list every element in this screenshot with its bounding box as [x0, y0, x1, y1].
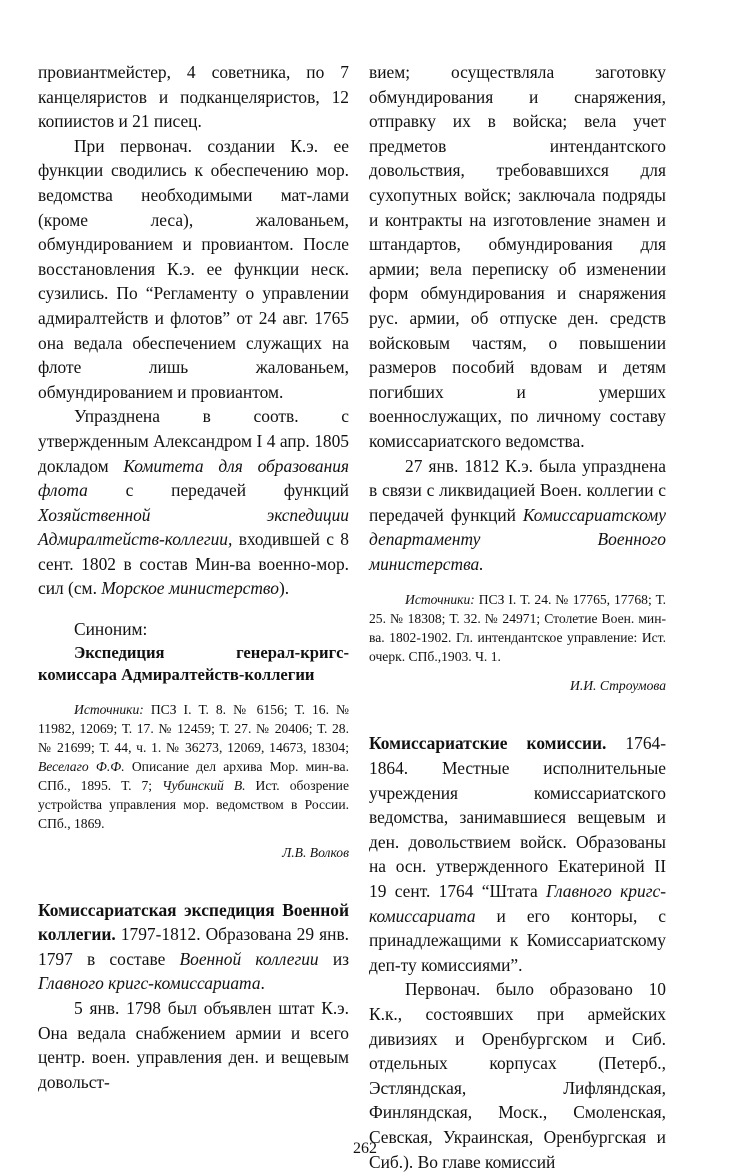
author-volkov: Л.В. Волков	[282, 844, 349, 860]
left-column	[38, 60, 349, 1094]
paragraph-initial-commissions: Первонач. было образовано 10 К.к., состоявших при армейских дивизиях и Оренбургском и Сиб. отдельных корпусах (Петерб., Эстляндская, Лифляндская, Финляндская, Моск., Смоленская, Севская, Украинская, Оренбургская и Сиб.). Во главе комиссий	[369, 979, 666, 1172]
synonym-label: Синоним:	[74, 619, 148, 640]
page-number: 262	[353, 1140, 377, 1157]
paragraph-abolition: Упразднена в соотв. с утвержденным Александром I 4 апр. 1805 докладом Комитета для образования флота с передачей функций Хозяйственной экспедиции Адмиралтейств-коллегии, входившей с 8 сент. 1802 в состав Мин-ва военно-мор. сил (см. Морское министерство).	[38, 406, 349, 599]
entry-title: Комиссариатская экспедиция Военной коллегии.	[38, 899, 349, 945]
paragraph-staff: провиантмейстер, 4 советника, по 7 канцеляристов и подканцеляристов, 12 копиистов и 21 писец.	[38, 62, 349, 132]
link-chief-commissariat: Главного кригс-комиссариата	[38, 973, 261, 994]
entry-title: Комиссариатские комиссии.	[369, 733, 607, 754]
paragraph-duties: вием; осуществляла заготовку обмундирования и снаряжения, отправку их в войска; вела учет предметов интендантского довольствия, требовавшихся для сухопутных войск; заключала подряды и контракты на изготовление знамен и штандартов, обмундирования для армии; вела переписку об изменении форм обмундирования и снаряжения рус. армии, об отпуске ден. средств войсковым частям, о повышении размеров пособий вдовам и детям погибших и умерших военнослужащих, по личному составу комиссариатского ведомства.	[369, 62, 666, 451]
synonym-term: Экспедиция генерал-кригс-комиссара Адмиралтейств-коллегии	[38, 642, 349, 684]
link-chief-commissariat: Главного кригс-комиссариата	[369, 881, 666, 926]
sources-right: Источники: ПСЗ I. Т. 24. № 17765, 17768; Т. 25. № 18308; Т. 32. № 24971; Столетие Воен. мин-ва. 1802-1902. Гл. интендантское управление: Ист. очерк. СПб.,1903. Ч. 1.	[369, 592, 666, 665]
sources-left: Источники: ПСЗ I. Т. 8. № 6156; Т. 16. № 11982, 12069; Т. 17. № 12459; Т. 27. № 20406; Т. 28. № 21699; Т. 44, ч. 1. № 36273, 12069, 14673, 18304; Веселаго Ф.Ф. Описание дел архива Мор. мин-ва. СПб., 1895. Т. 7; Чубинский В. Ист. обозрение устройства управления мор. ведомством в России. СПб., 1869.	[38, 701, 349, 831]
right-column	[369, 60, 666, 1174]
link-military-collegium: Военной коллегии	[179, 948, 319, 969]
link-economic-expedition: Хозяйственной экспедиции Адмиралтейств-коллегии,	[38, 504, 349, 550]
paragraph-abolition-1812: 27 янв. 1812 К.э. была упразднена в связи с ликвидацией Воен. коллегии с передачей функций Комиссариатскому департаменту Военного министерства.	[369, 455, 666, 574]
paragraph-functions: При первонач. создании К.э. ее функции сводились к обеспечению мор. ведомства необходимыми мат-лами (кроме леса), жалованьем, обмундированием и провиантом. После восстановления К.э. ее функции неск. сузились. По “Регламенту о управлении адмиралтейств и флотов” от 24 авг. 1765 она ведала обеспечением служащих на флоте лишь жалованьем, обмундированием и провиантом.	[38, 135, 349, 402]
link-commissariat-department: Комиссариатскому департаменту Военного министерства.	[369, 504, 666, 574]
entry-commissariat-commissions: Комиссариатские комиссии. 1764-1864. Местные исполнительные учреждения комиссариатского ведомства, занимавшиеся вещевым и ден. довольствием войск. Образованы на осн. утвержденного Екатериной II 19 сент. 1764 “Штата Главного кригс-комиссариата и его конторы, с принадлежащими к Комиссариатскому деп-ту комиссиями”.	[369, 733, 667, 975]
link-naval-ministry: Морское министерство	[101, 578, 279, 599]
entry-separator	[369, 695, 666, 731]
paragraph-staff-1798: 5 янв. 1798 был объявлен штат К.э. Она ведала снабжением армии и всего центр. воен. управления ден. и вещевым довольст-	[38, 998, 349, 1092]
entry-separator	[38, 862, 349, 898]
entry-commissariat-expedition: Комиссариатская экспедиция Военной коллегии. 1797-1812. Образована 29 янв. 1797 в составе Военной коллегии из Главного кригс-комиссариата.	[38, 899, 349, 994]
link-committee: Комитета для образования флота	[38, 455, 349, 501]
author-stroumova: И.И. Строумова	[570, 678, 666, 694]
